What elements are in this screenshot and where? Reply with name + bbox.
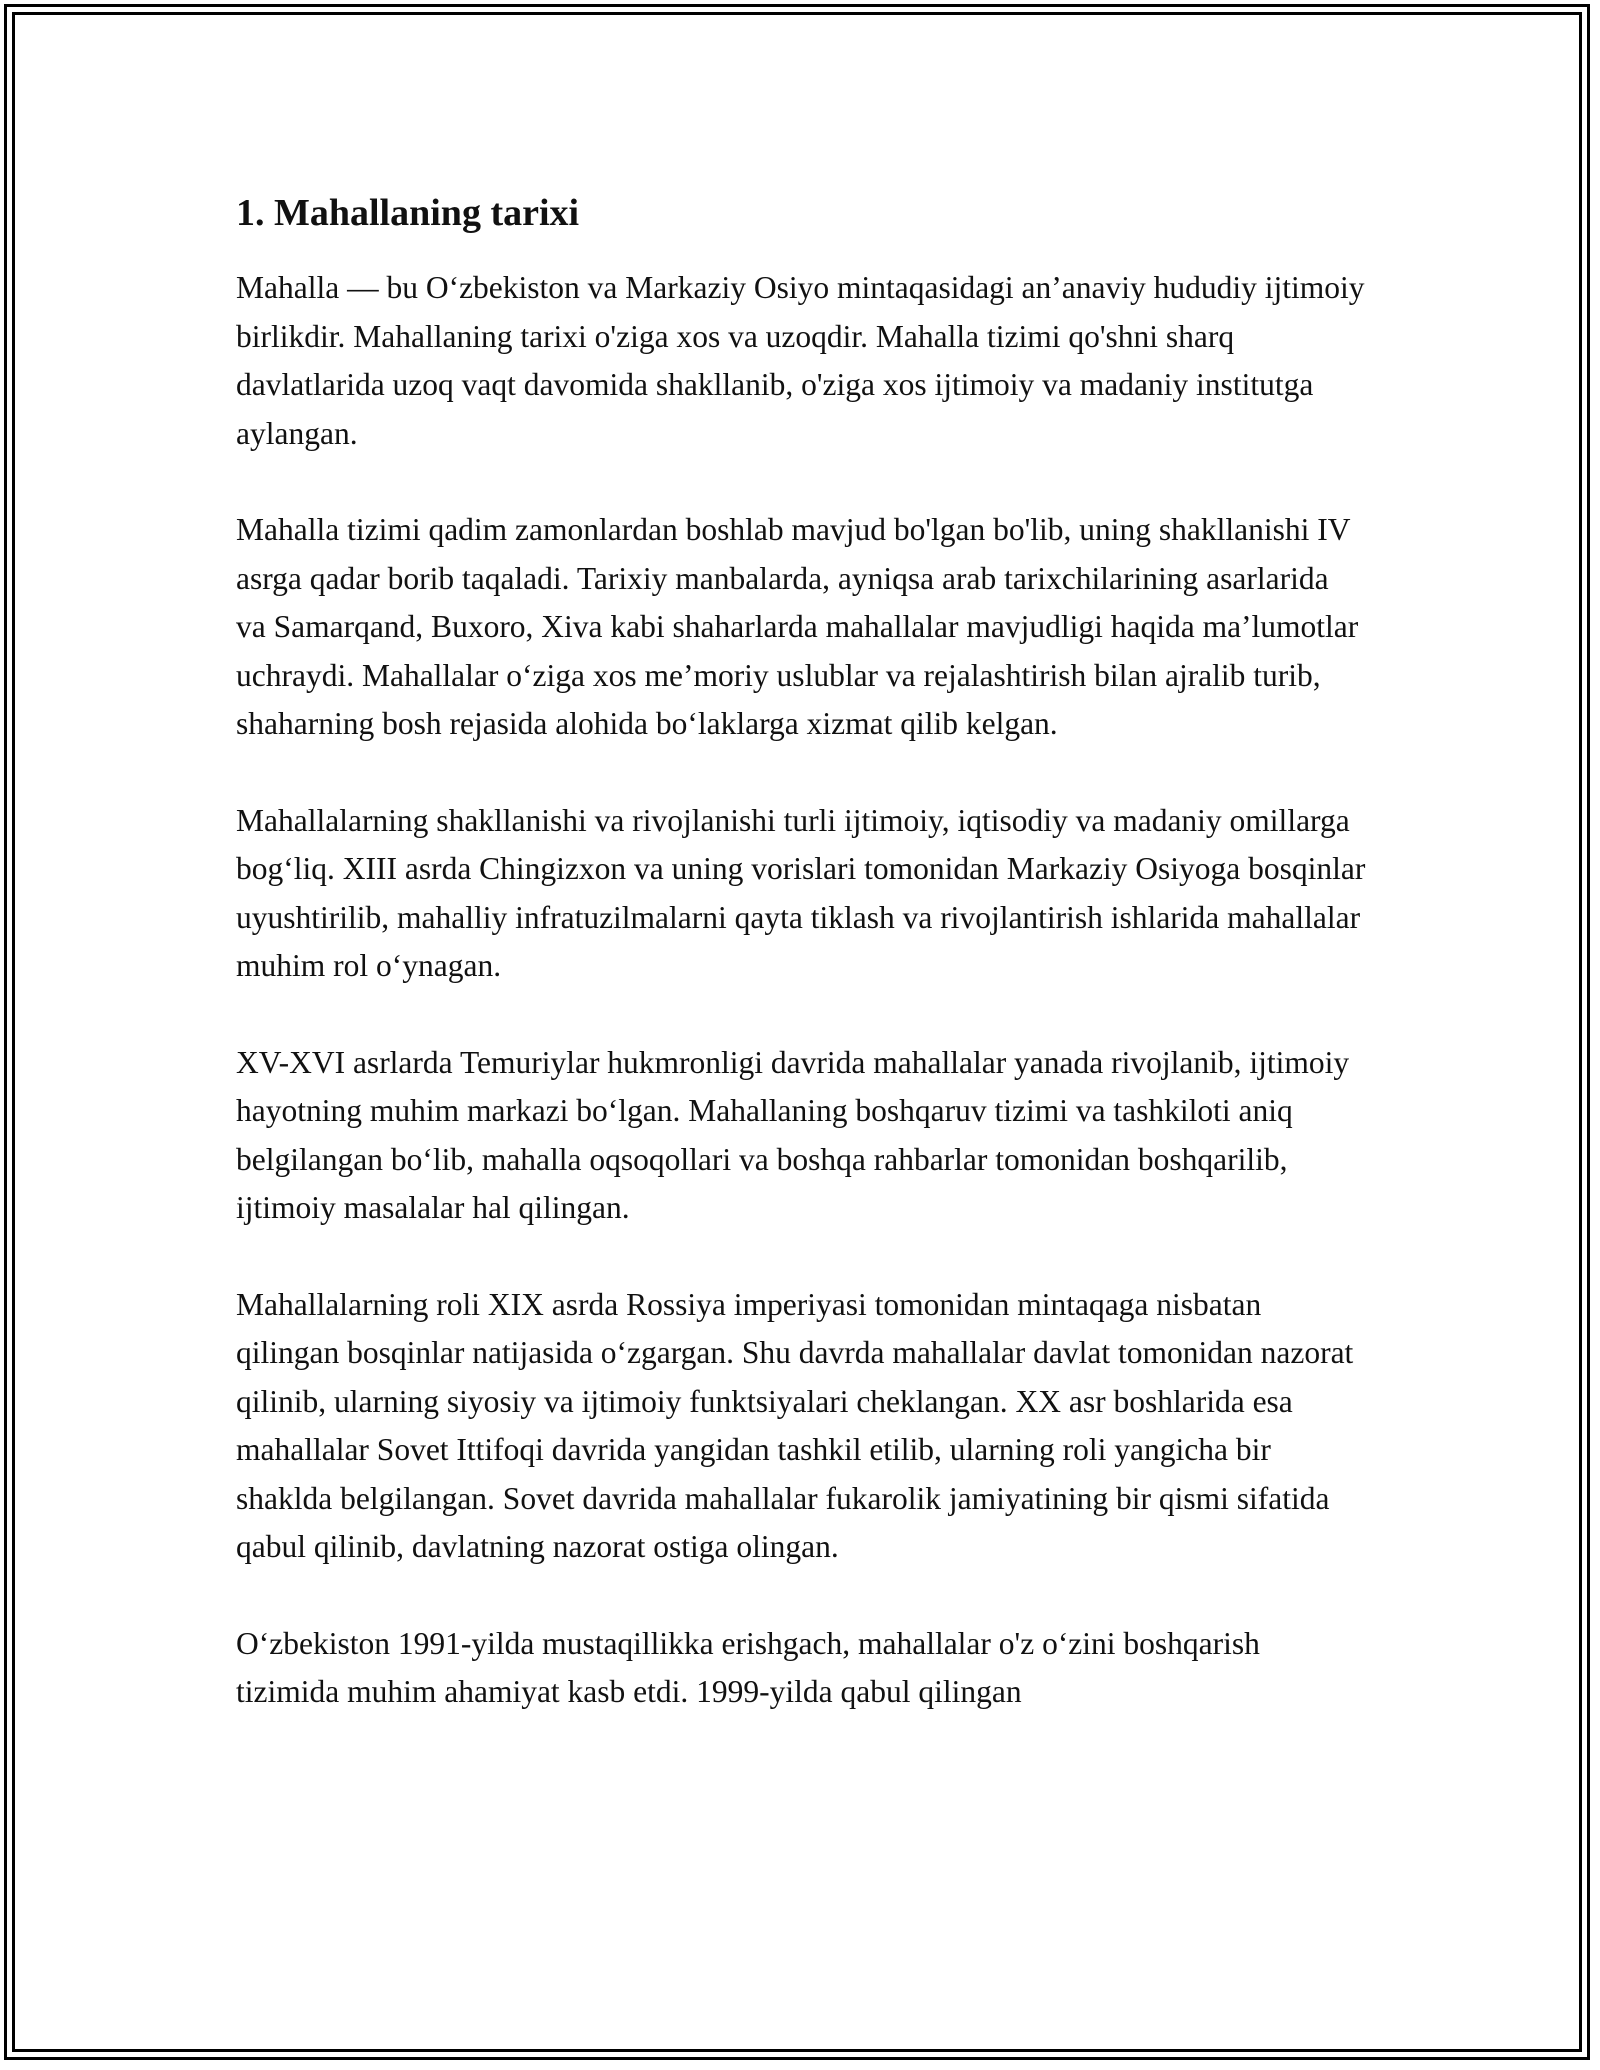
paragraph-5: Mahallalarning roli XIX asrda Rossiya imperiyasi tomonidan mintaqaga nisbatan qilingan bosqinlar natijasida o‘zgargan. Shu davrda mahallalar davlat tomonidan nazorat qilinib, ularning siyosiy va ijtimoiy funktsiyalari cheklangan. XX asr boshlarida esa mahallalar Sovet Ittifoqi davrida yangidan tashkil etilib, ularning roli yangicha bir shaklda belgilangan. Sovet davrida mahallalar fukarolik jamiyatining bir qismi sifatida qabul qilinib, davlatning nazorat ostiga olingan. [236,1286,1354,1564]
paragraph-1: Mahalla — bu O‘zbekiston va Markaziy Osiyo mintaqasidagi an’anaviy hududiy ijtimoiy birlikdir. Mahallaning tarixi o'ziga xos va uzoqdir. Mahalla tizimi qo'shni sharq davlatlarida uzoq vaqt davomida shakllanib, o'ziga xos ijtimoiy va madaniy institutga aylangan. [236,270,1365,451]
paragraph-2: Mahalla tizimi qadim zamonlardan boshlab mavjud bo'lgan bo'lib, uning shakllanishi IV asrga qadar borib taqaladi. Tarixiy manbalarda, ayniqsa arab tarixchilarining asarlarida va Samarqand, Buxoro, Xiva kabi shaharlarda mahallalar mavjudligi haqida ma’lumotlar uchraydi. Mahallalar o‘ziga xos me’moriy uslublar va rejalashtirish bilan ajralib turib, shaharning bosh rejasida alohida bo‘laklarga xizmat qilib kelgan. [236,512,1359,741]
paragraph-3: Mahallalarning shakllanishi va rivojlanishi turli ijtimoiy, iqtisodiy va madaniy omillarga bog‘liq. XIII asrda Chingizxon va uning vorislari tomonidan Markaziy Osiyoga bosqinlar uyushtirilib, mahalliy infratuzilmalarni qayta tiklash va rivojlantirish ishlarida mahallalar muhim rol o‘ynagan. [236,802,1366,983]
paragraph-4: XV-XVI asrlarda Temuriylar hukmronligi davrida mahallalar yanada rivojlanib, ijtimoiy hayotning muhim markazi bo‘lgan. Mahallaning boshqaruv tizimi va tashkiloti aniq belgilangan bo‘lib, mahalla oqsoqollari va boshqa rahbarlar tomonidan boshqarilib, ijtimoiy masalalar hal qilingan. [236,1044,1350,1225]
document-body [236,184,1366,1765]
section-heading: 1. Mahallaning tarixi [236,192,580,234]
paragraph-6: O‘zbekiston 1991-yilda mustaqillikka erishgach, mahallalar o'z o‘zini boshqarish tizimida muhim ahamiyat kasb etdi. 1999-yilda qabul qilingan [236,1625,1260,1709]
